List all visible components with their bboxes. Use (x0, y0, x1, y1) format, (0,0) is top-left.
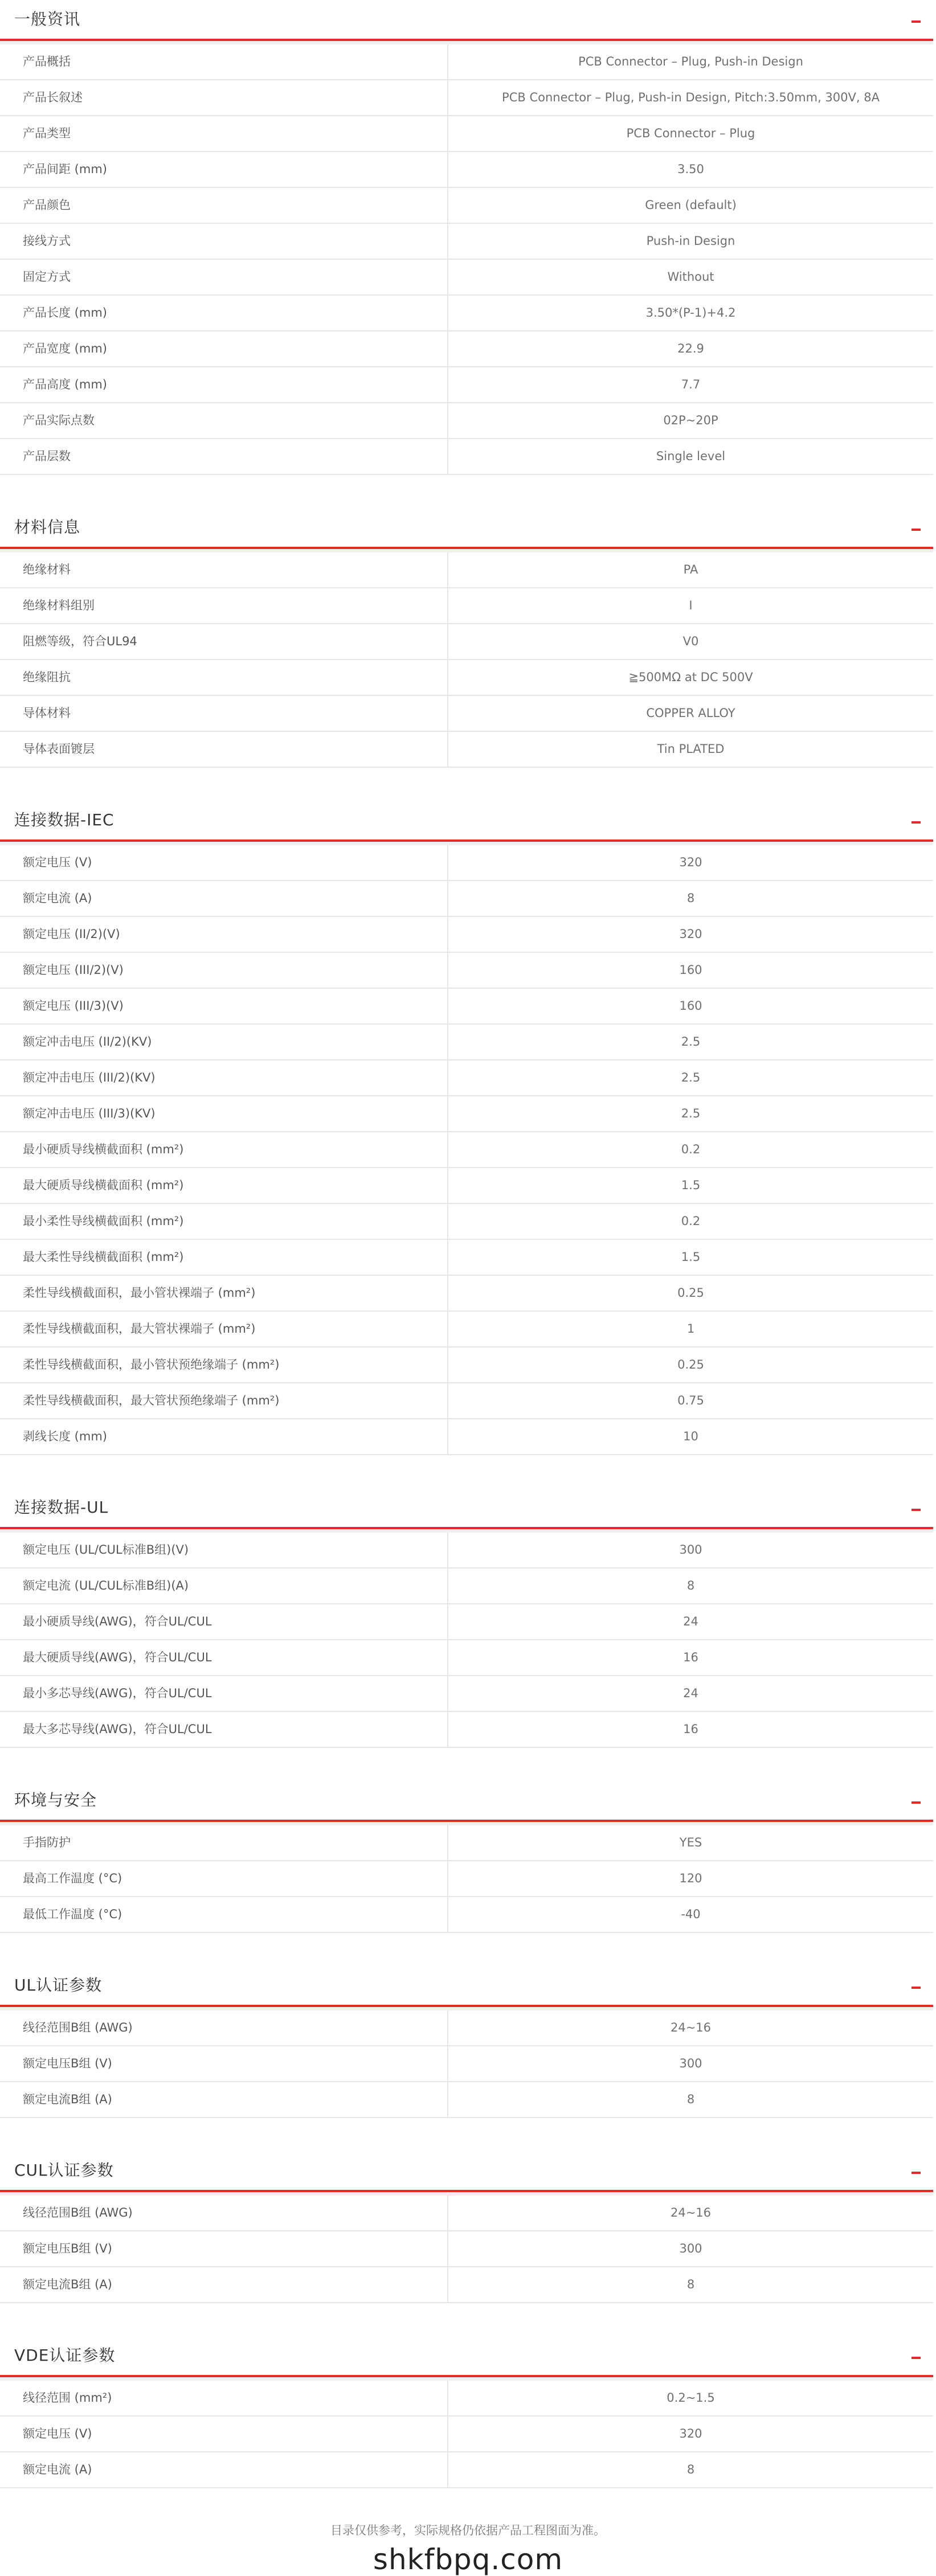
spec-section (0, 2336, 933, 2488)
section-title: 材料信息 (14, 518, 81, 537)
collapse-icon[interactable] (912, 1509, 921, 1511)
spec-value: 24 (683, 1686, 698, 1700)
section-header[interactable] (0, 2336, 933, 2377)
spec-label: 额定电流B组 (A) (0, 2267, 448, 2302)
spec-value: PCB Connector – Plug, Push-in Design, Pitch:3.50mm, 300V, 8A (502, 91, 880, 104)
spec-value: 22.9 (677, 342, 704, 355)
spec-value: 0.25 (677, 1286, 704, 1300)
spec-value: 300 (679, 2242, 702, 2255)
spec-label: 额定电压 (V) (0, 2417, 448, 2451)
section-title: VDE认证参数 (14, 2346, 116, 2365)
collapse-icon[interactable] (912, 1801, 921, 1804)
spec-value: 160 (679, 999, 702, 1013)
table-row (0, 2417, 933, 2452)
section-header[interactable] (0, 508, 933, 549)
spec-label: 最高工作温度 (°C) (0, 1861, 448, 1896)
spec-label: 额定电压 (III/2)(V) (0, 953, 448, 988)
spec-value: 320 (679, 2427, 702, 2440)
spec-label: 柔性导线横截面积，最小管状预绝缘端子 (mm²) (0, 1348, 448, 1382)
spec-value: Single level (656, 449, 726, 463)
table-row (0, 1897, 933, 1933)
table-row (0, 624, 933, 660)
spec-label: 产品宽度 (mm) (0, 331, 448, 366)
spec-label: 额定冲击电压 (II/2)(KV) (0, 1025, 448, 1059)
section-header[interactable] (0, 801, 933, 842)
table-row (0, 2267, 933, 2303)
table-row (0, 1348, 933, 1383)
section-title: 连接数据-IEC (14, 810, 115, 829)
table-row (0, 41, 933, 80)
spec-label: 阻燃等级，符合UL94 (0, 624, 448, 659)
spec-label: 柔性导线横截面积，最小管状裸端子 (mm²) (0, 1276, 448, 1310)
spec-table (0, 842, 933, 1455)
spec-value: I (689, 599, 693, 612)
spec-label: 柔性导线横截面积，最大管状预绝缘端子 (mm²) (0, 1383, 448, 1418)
spec-section (0, 1781, 933, 1933)
spec-value: 10 (683, 1430, 698, 1443)
spec-section (0, 1488, 933, 1748)
spec-label: 最小柔性导线横截面积 (mm²) (0, 1204, 448, 1239)
section-header[interactable] (0, 1966, 933, 2007)
table-row (0, 1419, 933, 1455)
table-row (0, 842, 933, 881)
section-header[interactable] (0, 2151, 933, 2192)
spec-value: Without (667, 270, 714, 284)
table-row (0, 2007, 933, 2046)
spec-value: 24 (683, 1615, 698, 1628)
spec-value: 24~16 (670, 2021, 712, 2034)
collapse-icon[interactable] (912, 2172, 921, 2174)
spec-value: 7.7 (681, 378, 701, 391)
table-row (0, 1132, 933, 1168)
spec-value: 120 (679, 1871, 702, 1885)
table-row (0, 881, 933, 917)
spec-value: 8 (686, 2278, 695, 2291)
spec-value: 8 (686, 2463, 695, 2476)
spec-label: 额定电压 (III/3)(V) (0, 989, 448, 1023)
table-row (0, 1529, 933, 1568)
spec-value: PA (683, 563, 698, 576)
spec-value: V0 (682, 634, 699, 648)
spec-value: 1.5 (681, 1178, 701, 1192)
spec-label: 绝缘材料组别 (0, 588, 448, 623)
collapse-icon[interactable] (912, 1987, 921, 1989)
spec-value: 0.2 (681, 1142, 701, 1156)
spec-value: 02P~20P (663, 413, 718, 427)
spec-label: 最大硬质导线(AWG)，符合UL/CUL (0, 1640, 448, 1675)
spec-label: 最小硬质导线(AWG)，符合UL/CUL (0, 1604, 448, 1639)
table-row (0, 1312, 933, 1348)
spec-label: 产品长叙述 (0, 80, 448, 115)
spec-table (0, 1822, 933, 1933)
section-title: 连接数据-UL (14, 1498, 109, 1517)
spec-label: 最小多芯导线(AWG)，符合UL/CUL (0, 1676, 448, 1711)
table-row (0, 1604, 933, 1640)
table-row (0, 1640, 933, 1676)
table-row (0, 2046, 933, 2082)
spec-label: 绝缘阻抗 (0, 660, 448, 695)
table-row (0, 331, 933, 367)
spec-label: 最小硬质导线横截面积 (mm²) (0, 1132, 448, 1167)
spec-label: 产品概括 (0, 44, 448, 79)
spec-label: 额定电流B组 (A) (0, 2082, 448, 2117)
spec-value: 320 (679, 927, 702, 941)
spec-value: ≧500MΩ at DC 500V (628, 670, 753, 684)
footer (0, 2521, 936, 2576)
spec-label: 导体表面镀层 (0, 732, 448, 767)
spec-value: 300 (679, 2057, 702, 2070)
table-row (0, 732, 933, 768)
section-header[interactable] (0, 1488, 933, 1529)
spec-value: COPPER ALLOY (646, 706, 735, 720)
spec-value: 8 (686, 2092, 695, 2106)
spec-value: PCB Connector – Plug (626, 126, 755, 140)
spec-table (0, 41, 933, 475)
table-row (0, 188, 933, 224)
section-title: CUL认证参数 (14, 2161, 114, 2180)
table-row (0, 1025, 933, 1060)
table-row (0, 1568, 933, 1604)
table-row (0, 1240, 933, 1276)
collapse-icon[interactable] (912, 2357, 921, 2359)
table-row (0, 1060, 933, 1096)
spec-label: 产品类型 (0, 116, 448, 151)
spec-label: 绝缘材料 (0, 552, 448, 587)
spec-label: 剥线长度 (mm) (0, 1419, 448, 1454)
spec-label: 手指防护 (0, 1825, 448, 1860)
table-row (0, 989, 933, 1025)
spec-table (0, 1529, 933, 1748)
spec-value: 2.5 (681, 1035, 701, 1049)
table-row (0, 1712, 933, 1748)
spec-section (0, 0, 933, 475)
spec-value: Push-in Design (646, 234, 735, 248)
spec-value: 0.2 (681, 1214, 701, 1228)
footer-site: shkfbpq.com (373, 2543, 563, 2576)
spec-label: 产品颜色 (0, 188, 448, 223)
spec-value: 16 (683, 1722, 698, 1736)
table-row (0, 296, 933, 331)
section-header[interactable] (0, 1781, 933, 1822)
spec-section (0, 2151, 933, 2303)
spec-section (0, 1966, 933, 2118)
table-row (0, 660, 933, 696)
spec-value: 8 (686, 1579, 695, 1592)
spec-label: 额定电压B组 (V) (0, 2046, 448, 2081)
spec-section (0, 508, 933, 768)
table-row (0, 1383, 933, 1419)
spec-value: 8 (686, 891, 695, 905)
table-row (0, 1822, 933, 1861)
spec-value: 3.50*(P-1)+4.2 (645, 306, 736, 320)
table-row (0, 403, 933, 439)
spec-label: 额定电压 (V) (0, 845, 448, 880)
table-row (0, 1096, 933, 1132)
table-row (0, 696, 933, 732)
spec-label: 接线方式 (0, 224, 448, 259)
spec-value: -40 (681, 1907, 701, 1921)
table-row (0, 2192, 933, 2231)
spec-label: 额定冲击电压 (III/3)(KV) (0, 1096, 448, 1131)
spec-value: 0.2~1.5 (667, 2391, 715, 2405)
table-row (0, 1168, 933, 1204)
spec-value: Green (default) (645, 198, 737, 212)
spec-table (0, 2377, 933, 2488)
spec-label: 柔性导线横截面积，最大管状裸端子 (mm²) (0, 1312, 448, 1346)
spec-value: 320 (679, 855, 702, 869)
spec-value: 16 (683, 1651, 698, 1664)
table-row (0, 1204, 933, 1240)
table-row (0, 917, 933, 953)
spec-label: 额定电流 (UL/CUL标准B组)(A) (0, 1568, 448, 1603)
spec-label: 最低工作温度 (°C) (0, 1897, 448, 1932)
spec-label: 线径范围B组 (AWG) (0, 2010, 448, 2045)
spec-label: 额定电压 (II/2)(V) (0, 917, 448, 952)
spec-label: 最大多芯导线(AWG)，符合UL/CUL (0, 1712, 448, 1747)
table-row (0, 260, 933, 296)
spec-label: 最大柔性导线横截面积 (mm²) (0, 1240, 448, 1275)
table-row (0, 1276, 933, 1312)
spec-value: PCB Connector – Plug, Push-in Design (578, 55, 803, 68)
footer-note: 目录仅供参考，实际规格仍依据产品工程图面为准。 (330, 2524, 606, 2537)
table-row (0, 116, 933, 152)
spec-value: 0.25 (677, 1358, 704, 1371)
table-row (0, 80, 933, 116)
spec-label: 产品长度 (mm) (0, 296, 448, 330)
spec-value: 0.75 (677, 1394, 704, 1407)
spec-table (0, 2007, 933, 2118)
spec-label: 额定电压 (UL/CUL标准B组)(V) (0, 1533, 448, 1567)
spec-label: 额定电压B组 (V) (0, 2231, 448, 2266)
table-row (0, 549, 933, 588)
spec-label: 导体材料 (0, 696, 448, 731)
collapse-icon[interactable] (912, 21, 921, 23)
spec-label: 固定方式 (0, 260, 448, 294)
table-row (0, 1861, 933, 1897)
table-row (0, 2377, 933, 2417)
spec-label: 产品实际点数 (0, 403, 448, 438)
section-title: 一般资讯 (14, 10, 81, 28)
spec-value: 1 (686, 1322, 695, 1336)
table-row (0, 1676, 933, 1712)
spec-label: 额定电流 (A) (0, 2452, 448, 2487)
table-row (0, 367, 933, 403)
spec-value: 2.5 (681, 1071, 701, 1084)
section-title: UL认证参数 (14, 1976, 103, 1995)
table-row (0, 588, 933, 624)
table-row (0, 439, 933, 475)
spec-value: 1.5 (681, 1250, 701, 1264)
spec-label: 线径范围B组 (AWG) (0, 2196, 448, 2230)
section-title: 环境与安全 (14, 1791, 97, 1809)
spec-value: 300 (679, 1543, 702, 1557)
spec-label: 额定冲击电压 (III/2)(KV) (0, 1060, 448, 1095)
spec-section (0, 801, 933, 1455)
table-row (0, 2231, 933, 2267)
collapse-icon[interactable] (912, 821, 921, 824)
spec-label: 额定电流 (A) (0, 881, 448, 916)
table-row (0, 2452, 933, 2488)
spec-label: 线径范围 (mm²) (0, 2381, 448, 2415)
table-row (0, 152, 933, 188)
collapse-icon[interactable] (912, 529, 921, 531)
spec-value: Tin PLATED (657, 742, 725, 756)
spec-value: 2.5 (681, 1107, 701, 1120)
spec-label: 最大硬质导线横截面积 (mm²) (0, 1168, 448, 1203)
spec-label: 产品层数 (0, 439, 448, 474)
spec-table (0, 549, 933, 768)
section-header[interactable] (0, 0, 933, 41)
spec-value: 160 (679, 963, 702, 977)
table-row (0, 2082, 933, 2118)
spec-value: 3.50 (677, 162, 704, 176)
spec-value: YES (679, 1836, 702, 1849)
spec-table (0, 2192, 933, 2303)
spec-label: 产品间距 (mm) (0, 152, 448, 187)
spec-label: 产品高度 (mm) (0, 367, 448, 402)
table-row (0, 224, 933, 260)
table-row (0, 953, 933, 989)
spec-value: 24~16 (670, 2206, 712, 2219)
